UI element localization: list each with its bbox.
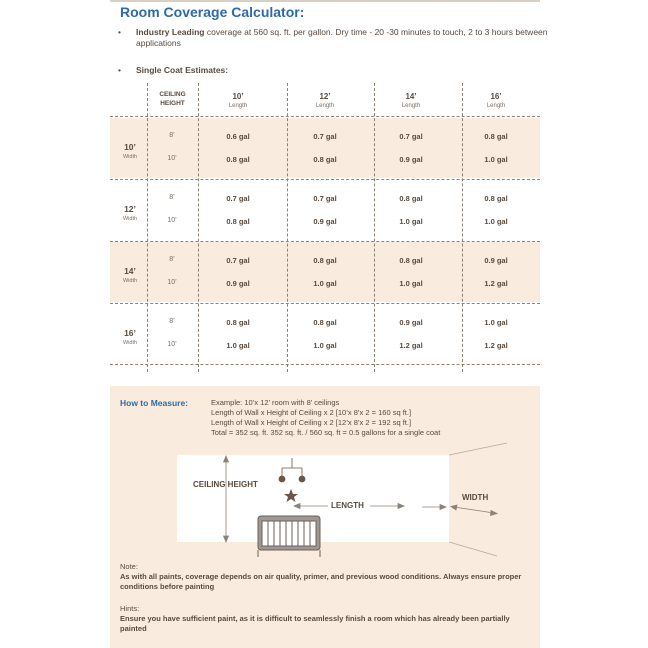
ceiling-height-label: CEILING HEIGHT bbox=[193, 480, 258, 489]
width-row-sub: Width bbox=[122, 278, 138, 284]
gallon-estimate-cell: 0.8 gal bbox=[484, 132, 508, 141]
gallon-estimate-cell: 0.8 gal bbox=[226, 318, 250, 327]
bullet-glyph: • bbox=[118, 27, 121, 37]
gallon-estimate-cell: 0.8 gal bbox=[226, 155, 250, 164]
gallon-estimate-cell: 0.8 gal bbox=[399, 256, 423, 265]
ceiling-height-value: 10’ bbox=[167, 341, 177, 348]
length-column-header: 16’ bbox=[490, 92, 502, 101]
perspective-line bbox=[449, 443, 507, 455]
gallon-estimate-cell: 0.8 gal bbox=[313, 155, 337, 164]
width-row-header: 14’ bbox=[124, 266, 136, 276]
gallon-estimate-cell: 0.7 gal bbox=[313, 132, 337, 141]
ceiling-height-value: 10’ bbox=[167, 217, 177, 224]
gallon-estimate-cell: 1.0 gal bbox=[313, 279, 337, 288]
ceiling-header-line2: HEIGHT bbox=[160, 100, 185, 107]
gallon-estimate-cell: 1.0 gal bbox=[313, 341, 337, 350]
gallon-estimate-cell: 1.0 gal bbox=[399, 279, 423, 288]
example-line: Total = 352 sq. ft. 352 sq. ft. / 560 sq. ft = 0.5 gallons for a single coat bbox=[211, 428, 441, 437]
gallon-estimate-cell: 1.0 gal bbox=[399, 217, 423, 226]
gallon-estimate-cell: 0.7 gal bbox=[226, 194, 250, 203]
hints-heading: Hints: bbox=[120, 604, 140, 613]
gallon-estimate-cell: 0.8 gal bbox=[484, 194, 508, 203]
width-row-header: 12’ bbox=[124, 204, 136, 214]
gallon-estimate-cell: 0.7 gal bbox=[399, 132, 423, 141]
note-block bbox=[120, 562, 530, 592]
star-icon bbox=[284, 489, 298, 502]
coverage-rest: coverage at 560 sq. ft. per gallon. Dry time - 20 -30 minutes to touch, 2 to 3 hours between applications bbox=[136, 27, 548, 48]
width-row-header: 10’ bbox=[124, 142, 136, 152]
gallon-estimate-cell: 0.8 gal bbox=[226, 217, 250, 226]
width-arrow bbox=[422, 505, 497, 516]
gallon-estimate-cell: 1.0 gal bbox=[484, 217, 508, 226]
gallon-estimate-cell: 0.9 gal bbox=[399, 318, 423, 327]
width-label: WIDTH bbox=[462, 493, 489, 502]
gallon-estimate-cell: 0.9 gal bbox=[399, 155, 423, 164]
ceiling-height-value: 8’ bbox=[169, 256, 175, 263]
length-column-sub: Length bbox=[228, 103, 248, 109]
hints-block bbox=[120, 604, 530, 634]
gallon-estimate-cell: 0.9 gal bbox=[313, 217, 337, 226]
length-column-header: 14’ bbox=[405, 92, 417, 101]
gallon-estimate-cell: 1.2 gal bbox=[484, 279, 508, 288]
length-column-header: 12’ bbox=[319, 92, 331, 101]
width-row-header: 16’ bbox=[124, 328, 136, 338]
length-column-sub: Length bbox=[486, 103, 506, 109]
example-line: Example: 10’x 12’ room with 8’ ceilings bbox=[211, 398, 340, 407]
length-column-header: 10’ bbox=[232, 92, 244, 101]
length-label: LENGTH bbox=[331, 501, 364, 510]
length-column-sub: Length bbox=[315, 103, 335, 109]
page-title: Room Coverage Calculator: bbox=[120, 4, 305, 20]
example-line: Length of Wall x Height of Ceiling x 2 [10’x 8’x 2 = 160 sq ft.] bbox=[211, 408, 412, 417]
gallon-estimate-cell: 0.8 gal bbox=[313, 256, 337, 265]
ceiling-height-value: 10’ bbox=[167, 155, 177, 162]
perspective-line bbox=[449, 542, 497, 556]
example-line: Length of Wall x Height of Ceiling x 2 [12’x 8’x 2 = 192 sq ft.] bbox=[211, 418, 412, 427]
hints-text: Ensure you have sufficient paint, as it is difficult to seamlessly finish a room which has already been partially painted bbox=[120, 614, 510, 633]
width-row-sub: Width bbox=[122, 340, 138, 346]
ceiling-height-arrow bbox=[224, 456, 229, 542]
mobile-icon bbox=[279, 458, 305, 482]
ceiling-height-value: 8’ bbox=[169, 194, 175, 201]
note-heading: Note: bbox=[120, 562, 138, 571]
ceiling-height-value: 8’ bbox=[169, 318, 175, 325]
gallon-estimate-cell: 0.6 gal bbox=[226, 132, 250, 141]
gallon-estimate-cell: 0.8 gal bbox=[313, 318, 337, 327]
crib-icon bbox=[258, 516, 320, 557]
ceiling-height-value: 10’ bbox=[167, 279, 177, 286]
gallon-estimate-cell: 0.7 gal bbox=[313, 194, 337, 203]
how-to-measure-title: How to Measure: bbox=[120, 398, 189, 408]
gallon-estimate-cell: 1.0 gal bbox=[226, 341, 250, 350]
bullet-glyph: • bbox=[118, 65, 121, 75]
coverage-bold: Industry Leading bbox=[136, 27, 205, 37]
gallon-estimate-cell: 0.9 gal bbox=[484, 256, 508, 265]
width-row-sub: Width bbox=[122, 216, 138, 222]
length-column-sub: Length bbox=[401, 103, 421, 109]
note-text: As with all paints, coverage depends on air quality, primer, and previous wood conditions. Always ensure proper conditions before painting bbox=[120, 572, 522, 591]
estimates-label: Single Coat Estimates: bbox=[136, 65, 229, 75]
gallon-estimate-cell: 1.2 gal bbox=[399, 341, 423, 350]
gallon-estimate-cell: 0.7 gal bbox=[226, 256, 250, 265]
ceiling-height-value: 8’ bbox=[169, 132, 175, 139]
ceiling-header-line1: CEILING bbox=[159, 91, 186, 98]
gallon-estimate-cell: 1.2 gal bbox=[484, 341, 508, 350]
gallon-estimate-cell: 0.9 gal bbox=[226, 279, 250, 288]
width-row-sub: Width bbox=[122, 154, 138, 160]
gallon-estimate-cell: 1.0 gal bbox=[484, 318, 508, 327]
gallon-estimate-cell: 1.0 gal bbox=[484, 155, 508, 164]
gallon-estimate-cell: 0.8 gal bbox=[399, 194, 423, 203]
